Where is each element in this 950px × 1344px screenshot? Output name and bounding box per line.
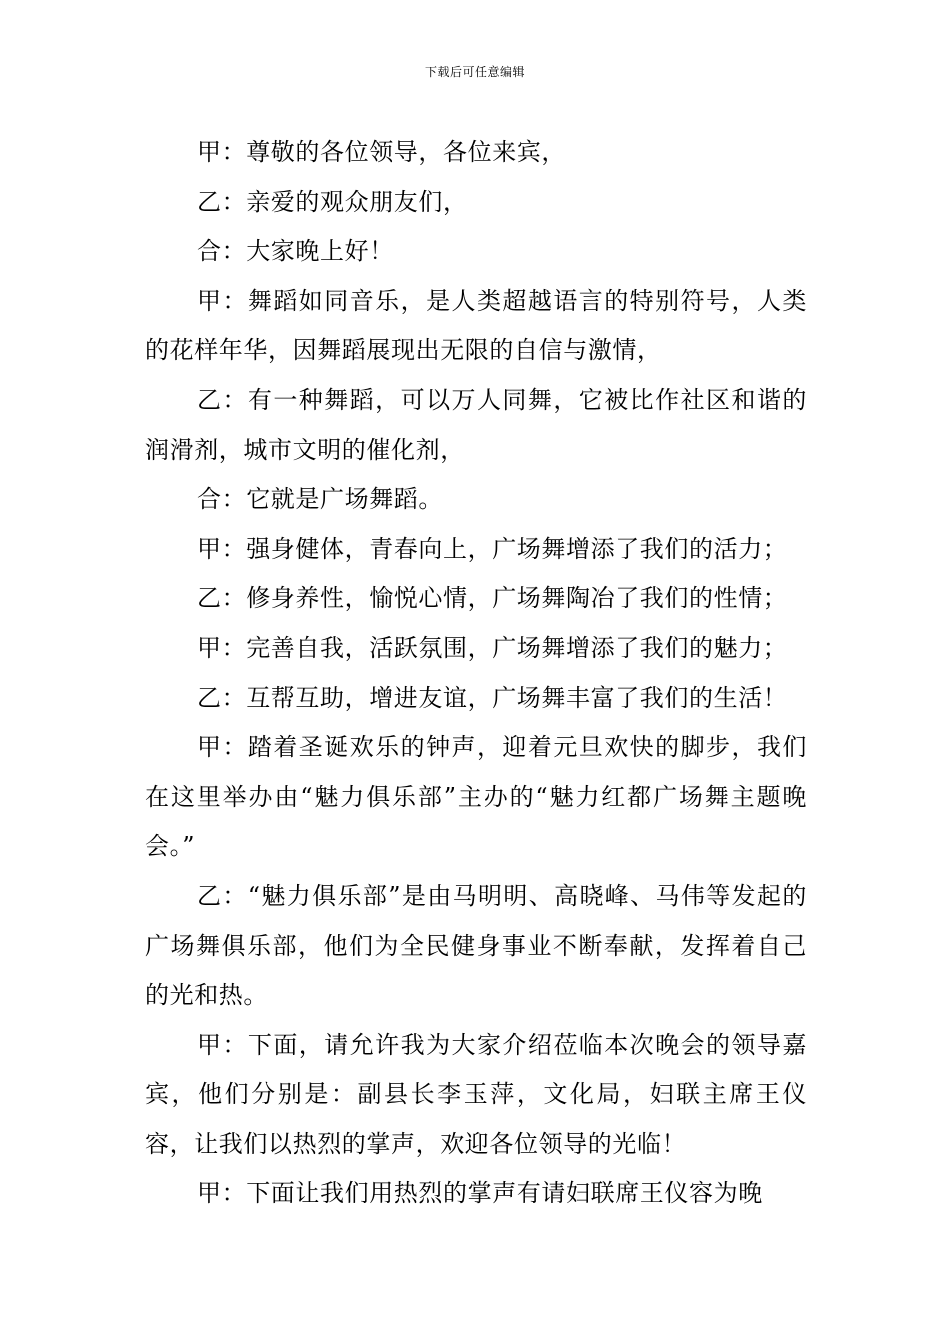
paragraph: 乙：“魅力俱乐部”是由马明明、高晓峰、马伟等发起的广场舞俱乐部，他们为全民健身事业不断奉献，发挥着自己的光和热。 [145, 881, 807, 1010]
paragraph: 乙：亲爱的观众朋友们， [197, 187, 468, 216]
paragraph: 甲：下面，请允许我为大家介绍莅临本次晚会的领导嘉宾，他们分别是：副县长李玉萍，文化局，妇联主席王仪容，让我们以热烈的掌声，欢迎各位领导的光临！ [145, 1030, 807, 1158]
paragraph: 乙：有一种舞蹈，可以万人同舞，它被比作社区和谐的润滑剂，城市文明的催化剂， [145, 385, 807, 464]
paragraph: 乙：修身养性，愉悦心情，广场舞陶冶了我们的性情； [197, 584, 788, 613]
page-header: 下载后可任意编辑 [424, 65, 525, 79]
paragraph: 合：它就是广场舞蹈。 [197, 485, 443, 514]
paragraph: 甲：完善自我，活跃氛围，广场舞增添了我们的魅力； [197, 633, 788, 662]
document-body [145, 128, 807, 1219]
paragraph: 甲：强身健体，青春向上，广场舞增添了我们的活力； [197, 534, 788, 563]
paragraph: 甲：舞蹈如同音乐，是人类超越语言的特别符号，人类的花样年华，因舞蹈展现出无限的自信与激情， [145, 286, 807, 365]
paragraph: 合：大家晚上好！ [197, 237, 394, 266]
paragraph: 甲：尊敬的各位领导，各位来宾， [197, 138, 566, 166]
paragraph: 乙：互帮互助，增进友谊，广场舞丰富了我们的生活！ [197, 683, 788, 712]
paragraph: 甲：踏着圣诞欢乐的钟声，迎着元旦欢快的脚步，我们在这里举办由“魅力俱乐部”主办的“魅力红都广场舞主题晚会。” [145, 733, 807, 861]
paragraph: 甲：下面让我们用热烈的掌声有请妇联席王仪容为晚 [197, 1179, 763, 1208]
